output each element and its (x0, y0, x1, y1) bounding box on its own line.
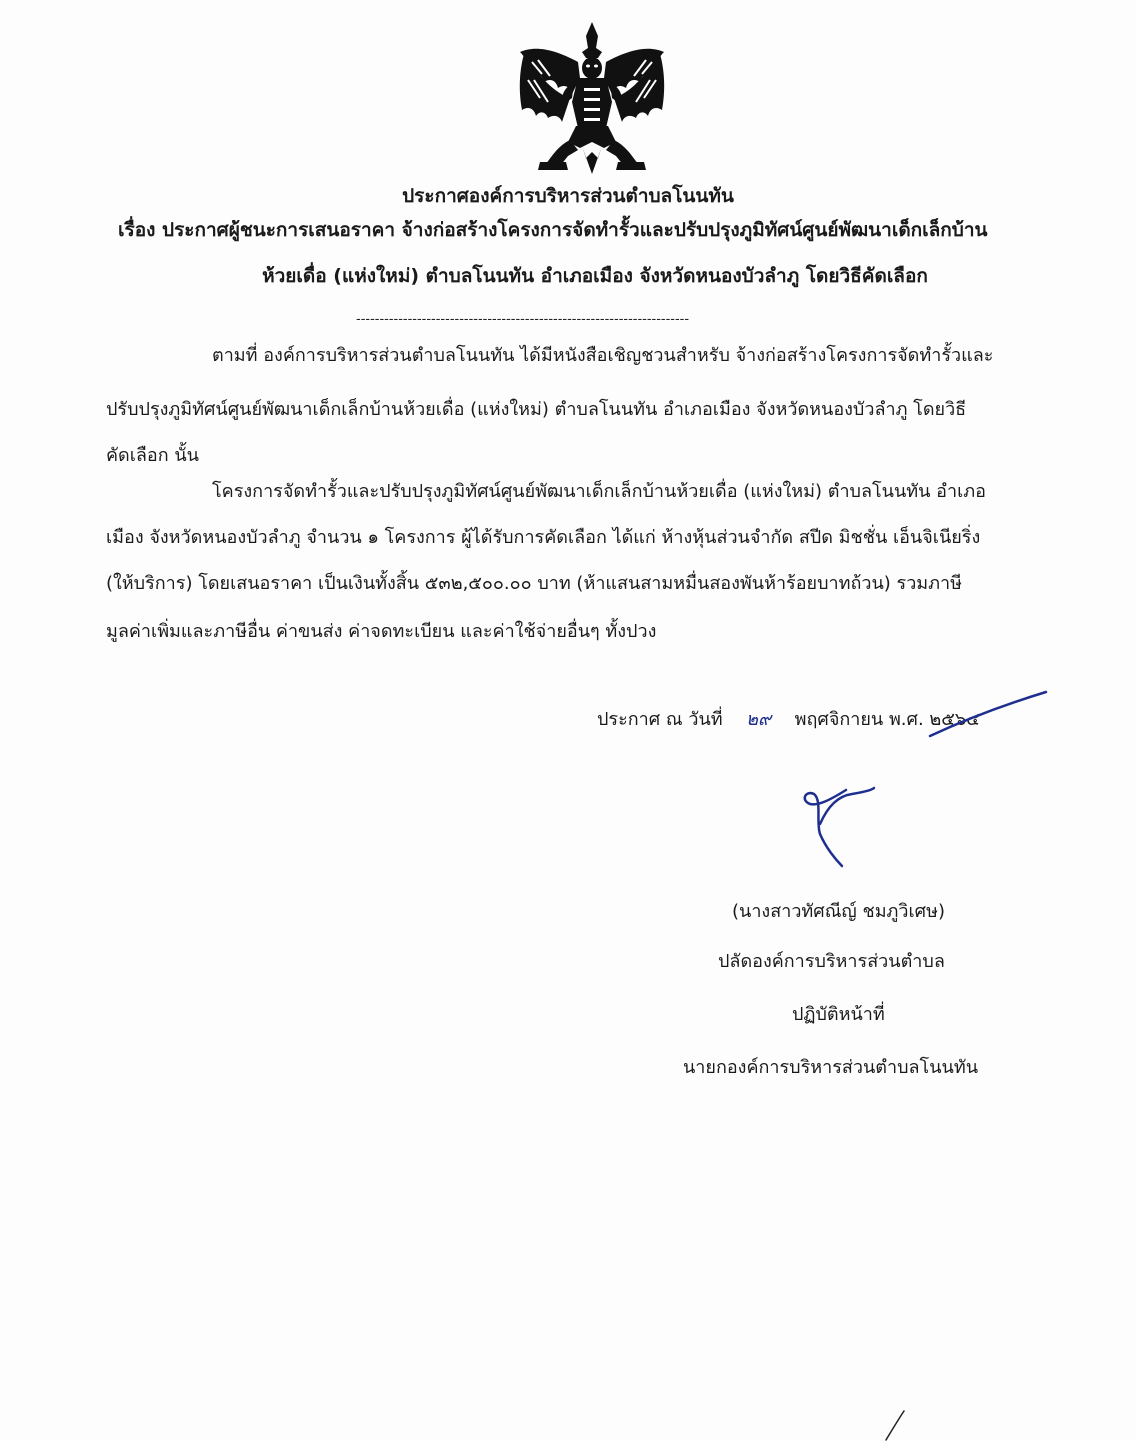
paragraph-2-line: มูลค่าเพิ่มและภาษีอื่น ค่าขนส่ง ค่าจดทะเบียน และค่าใช้จ่ายอื่นๆ ทั้งปวง (106, 621, 657, 642)
announcement-date (597, 708, 980, 732)
paragraph-1-line: ปรับปรุงภูมิทัศน์ศูนย์พัฒนาเด็กเล็กบ้านห้วยเดื่อ (แห่งใหม่) ตำบลโนนทัน อำเภอเมือง จังหวัดหนองบัวลำภู โดยวิธี (106, 399, 967, 420)
paragraph-2-line: โครงการจัดทำรั้วและปรับปรุงภูมิทัศน์ศูนย์พัฒนาเด็กเล็กบ้านห้วยเดื่อ (แห่งใหม่) ตำบลโนนทัน อำเภอ (212, 481, 986, 502)
garuda-emblem-icon (512, 18, 672, 178)
signatory-name: (นางสาวทัศณีญ์ ชมภูวิเศษ) (732, 901, 945, 922)
subject-line-1: เรื่อง ประกาศผู้ชนะการเสนอราคา จ้างก่อสร้างโครงการจัดทำรั้วและปรับปรุงภูมิทัศน์ศูนย์พัฒนาเด็กเล็กบ้าน (118, 219, 988, 241)
announcement-title: ประกาศองค์การบริหารส่วนตำบลโนนทัน (402, 185, 734, 207)
pen-mark (886, 1411, 904, 1440)
separator-line: ----------------------------------------------------------------------- (356, 312, 690, 327)
paragraph-2-line: เมือง จังหวัดหนองบัวลำภู จำนวน ๑ โครงการ ผู้ได้รับการคัดเลือก ได้แก่ ห้างหุ้นส่วนจำกัด สปีด มิชชั่น เอ็นจิเนียริ่ง (106, 527, 981, 548)
paragraph-2-line: (ให้บริการ) โดยเสนอราคา เป็นเงินทั้งสิ้น ๕๓๒,๕๐๐.๐๐ บาท (ห้าแสนสามหมื่นสองพันห้าร้อยบาทถ้วน) รวมภาษี (106, 573, 963, 594)
date-day-handwritten: ๒๙ (746, 709, 772, 730)
paragraph-1-line: คัดเลือก นั้น (106, 445, 199, 466)
signatory-position: ปลัดองค์การบริหารส่วนตำบล (718, 951, 945, 972)
date-prefix: ประกาศ ณ วันที่ (597, 709, 723, 730)
subject-line-2: ห้วยเดื่อ (แห่งใหม่) ตำบลโนนทัน อำเภอเมือง จังหวัดหนองบัวลำภู โดยวิธีคัดเลือก (262, 265, 928, 287)
date-month-year: พฤศจิกายน พ.ศ. ๒๕๖๔ (794, 709, 980, 730)
paragraph-1-line: ตามที่ องค์การบริหารส่วนตำบลโนนทัน ได้มีหนังสือเชิญชวนสำหรับ จ้างก่อสร้างโครงการจัดทำรั้วและ (212, 345, 994, 366)
signatory-acting: ปฏิบัติหน้าที่ (792, 1004, 885, 1025)
signature-mark (805, 788, 874, 866)
signatory-acting-for: นายกองค์การบริหารส่วนตำบลโนนทัน (683, 1057, 979, 1078)
